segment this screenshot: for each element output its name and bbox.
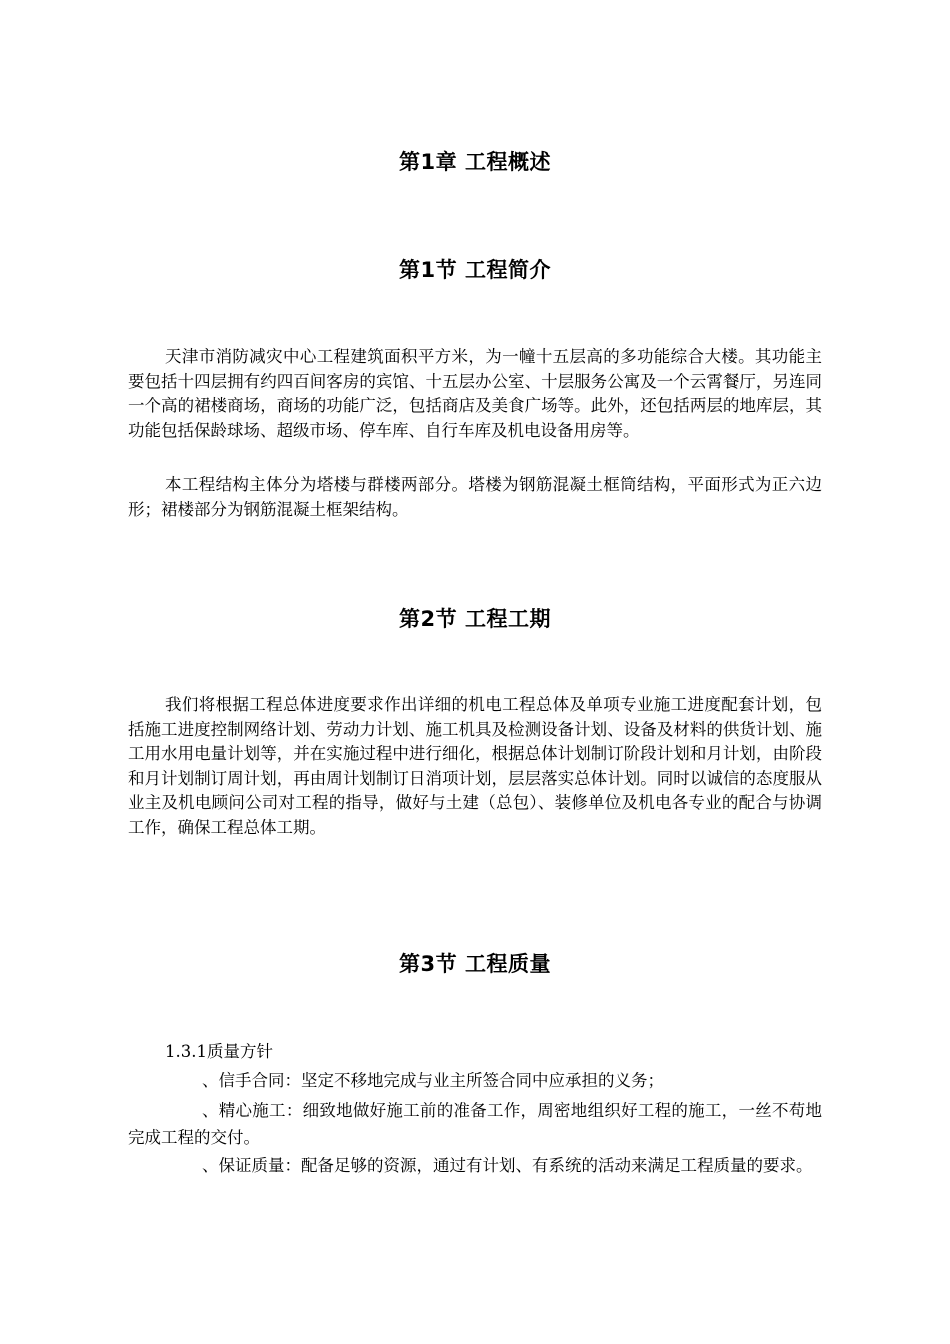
quality-item-assurance: 、保证质量：配备足够的资源，通过有计划、有系统的活动来满足工程质量的要求。 [202,1156,813,1175]
quality-item-contract: 、信手合同：坚定不移地完成与业主所签合同中应承担的义务； [202,1071,664,1090]
paragraph-project-intro: 天津市消防减灾中心工程建筑面积平方米，为一幢十五层高的多功能综合大楼。其功能主要包括十四层拥有约四百间客房的宾馆、十五层办公室、十层服务公寓及一个云霄餐厅，另连同一个高的裙楼商场，商场的功能广泛，包括商店及美食广场等。此外，还包括两层的地库层，其功能包括保龄球场、超级市场、停车库、自行车库及机电设备用房等。 [128,347,822,440]
section-title-overview: 第1节 工程简介 [399,258,551,282]
paragraph-schedule: 我们将根据工程总体进度要求作出详细的机电工程总体及单项专业施工进度配套计划，包括施工进度控制网络计划、劳动力计划、施工机具及检测设备计划、设备及材料的供货计划、施工用水用电量计划等，并在实施过程中进行细化，根据总体计划制订阶段计划和月计划，由阶段和月计划制订周计划，再由周计划制订日消项计划，层层落实总体计划。同时以诚信的态度服从业主及机电顾问公司对工程的指导，做好与土建（总包）、装修单位及机电各专业的配合与协调工作，确保工程总体工期。 [128,695,822,837]
quality-policy-subheading: 1.3.1质量方针 [165,1042,273,1061]
quality-item-construction: 、精心施工：细致地做好施工前的准备工作，周密地组织好工程的施工，一丝不苟地完成工程的交付。 [128,1101,822,1147]
section-title-quality: 第3节 工程质量 [399,952,551,976]
chapter-title: 第1章 工程概述 [399,150,551,174]
section-title-schedule: 第2节 工程工期 [399,607,551,631]
paragraph-structure: 本工程结构主体分为塔楼与群楼两部分。塔楼为钢筋混凝土框筒结构，平面形式为正六边形；裙楼部分为钢筋混凝土框架结构。 [128,475,822,519]
